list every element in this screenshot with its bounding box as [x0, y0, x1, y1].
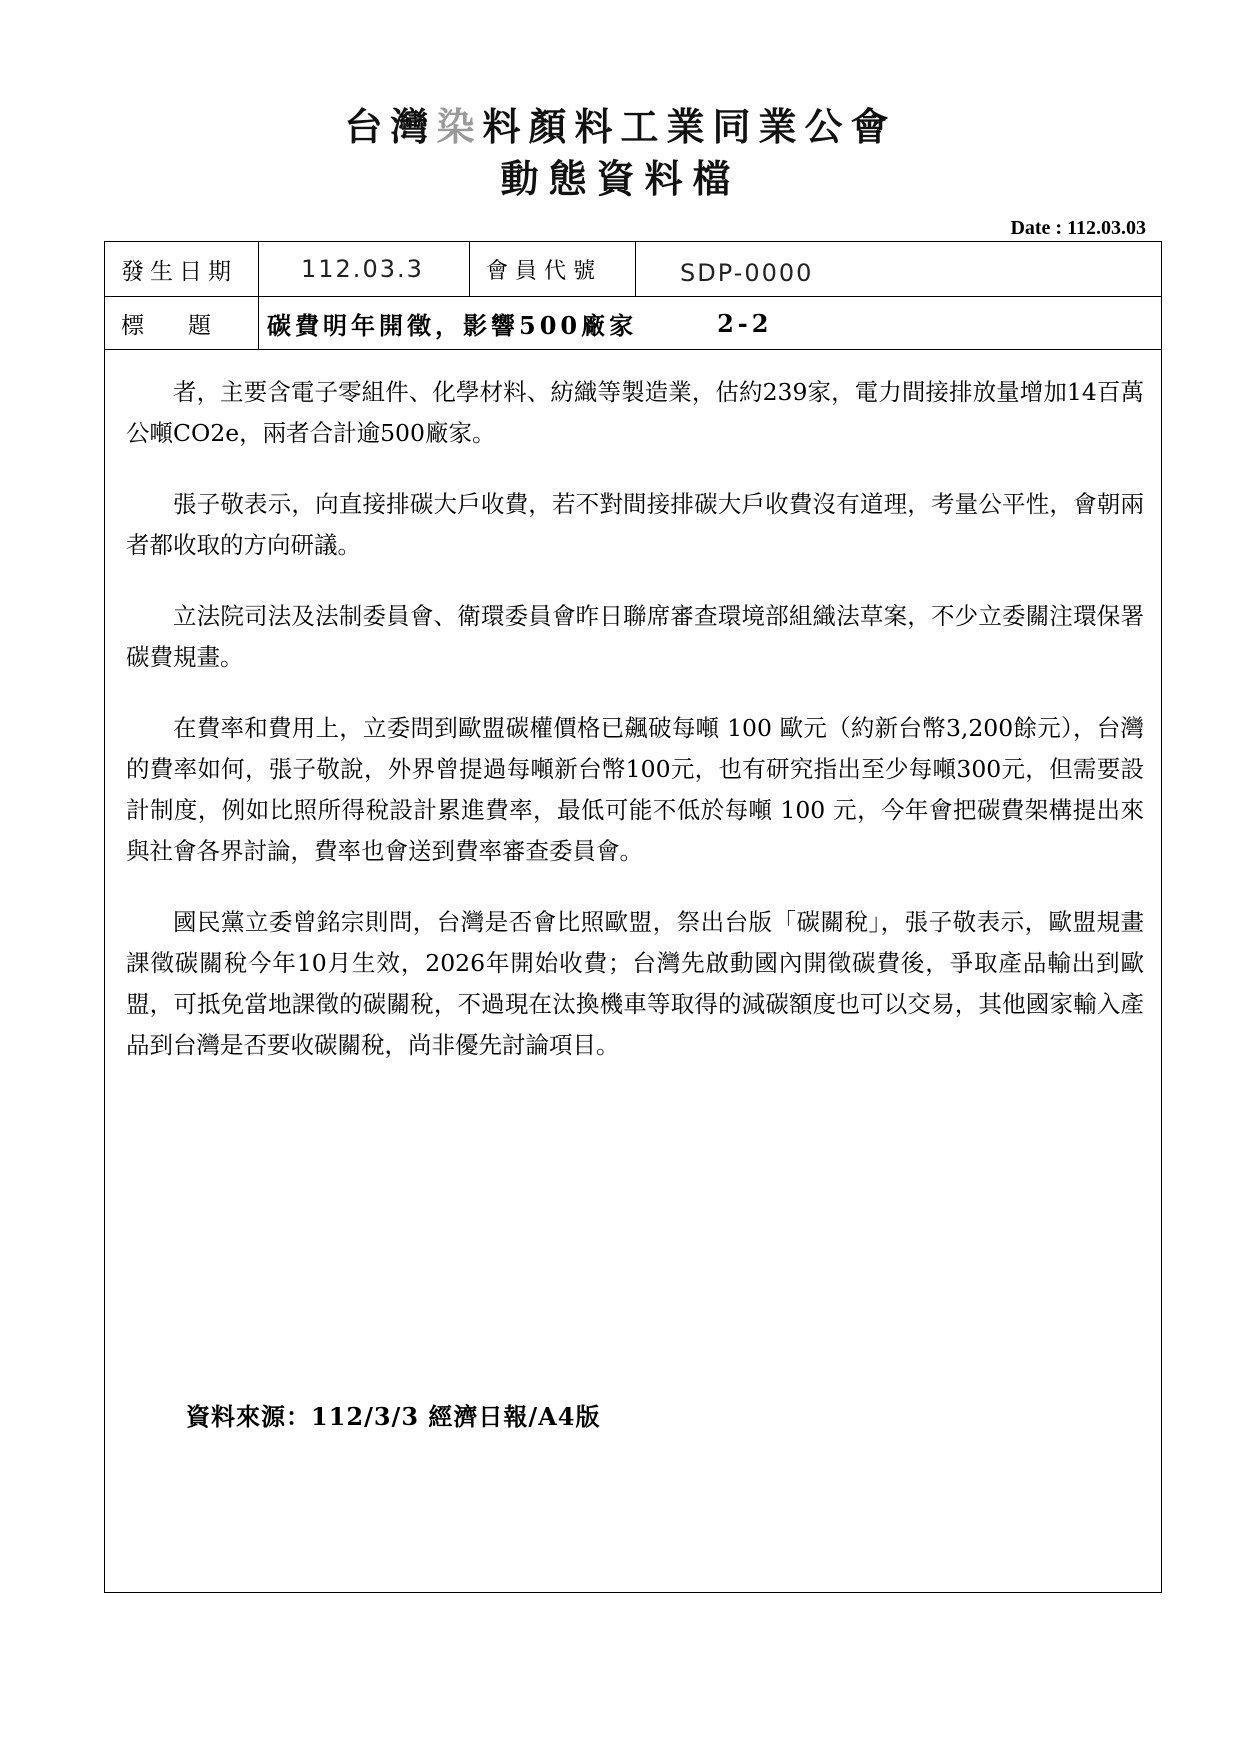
- title-label-char1: 標: [121, 312, 144, 339]
- body-paragraph: 張子敬表示，向直接排碳大戶收費，若不對間接排碳大戶收費沒有道理，考量公平性，會朝兩者都收取的方向研議。: [126, 490, 1144, 559]
- body-paragraph: 者，主要含電子零組件、化學材料、紡織等製造業，估約239家，電力間接排放量增加14百萬公噸CO2e，兩者合計逾500廠家。: [126, 378, 1144, 447]
- org-title-part2: 料顏料工業同業公會: [482, 105, 897, 149]
- occurrence-date-label: 發生日期: [105, 242, 259, 296]
- form-row-title: [105, 297, 1161, 350]
- article-title-text: 碳費明年開徵，影響500廠家: [267, 310, 638, 340]
- member-code-value: SDP-0000: [680, 259, 814, 287]
- body-paragraph: 在費率和費用上，立委問到歐盟碳權價格已飆破每噸 100 歐元（約新台幣3,200餘元），台灣的費率如何，張子敬說，外界曾提過每噸新台幣100元，也有研究指出至少每噸300元，但需要設計制度，例如比照所得稅設計累進費率，最低可能不低於每噸 100 元，今年會把碳費架構提出來與社會各界討論，費率也會送到費率審查委員會。: [126, 714, 1144, 865]
- title-label-char2: 題: [188, 312, 211, 339]
- occurrence-date-value: 112.03.3: [259, 242, 470, 296]
- article-title: [259, 297, 1163, 349]
- org-title: [0, 96, 1241, 151]
- article-body: [126, 372, 1144, 1096]
- form-row-meta: [105, 242, 1161, 297]
- source-citation: 資料來源：112/3/3 經濟日報/A4版: [186, 1402, 601, 1431]
- report-date: Date : 112.03.03: [1010, 217, 1146, 239]
- member-code-label: 會員代號: [470, 242, 636, 296]
- org-title-accent: 染: [436, 105, 483, 149]
- document-subtitle: 動態資料檔: [500, 157, 741, 201]
- body-paragraph: 國民黨立委曾銘宗則問，台灣是否會比照歐盟，祭出台版「碳關稅」，張子敬表示，歐盟規畫課徵碳關稅今年10月生效，2026年開始收費；台灣先啟動國內開徵碳費後，爭取產品輸出到歐盟，可抵免當地課徵的碳關稅，不過現在汰換機車等取得的減碳額度也可以交易，其他國家輸入產品到台灣是否要收碳關稅，尚非優先討論項目。: [126, 908, 1144, 1059]
- title-label: [105, 297, 259, 349]
- body-paragraph: 立法院司法及法制委員會、衛環委員會昨日聯席審查環境部組織法草案，不少立委關注環保署碳費規畫。: [126, 602, 1144, 671]
- org-title-part1: 台灣: [344, 105, 437, 149]
- article-part-number: 2-2: [717, 308, 773, 338]
